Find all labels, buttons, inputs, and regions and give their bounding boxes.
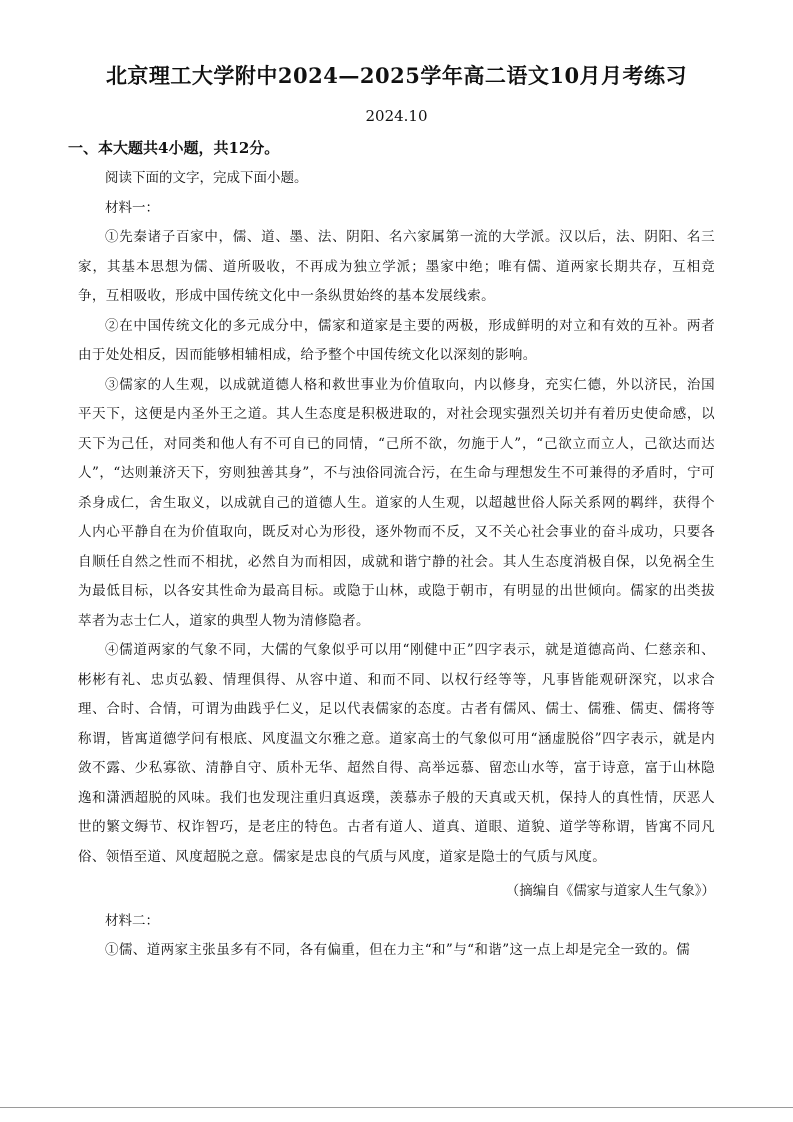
material-one-paragraph-1: ①先秦诸子百家中，儒、道、墨、法、阴阳、名六家属第一流的大学派。汉以后，法、阴阳、名三家，其基本思想为儒、道所吸收，不再成为独立学派；墨家中绝；唯有儒、道两家长期共存，互相竞争，互相吸收，形成中国传统文化中一条纵贯始终的基本发展线索。 xyxy=(78,229,715,304)
material-one-paragraph-2: ②在中国传统文化的多元成分中，儒家和道家是主要的两极，形成鲜明的对立和有效的互补。两者由于处处相反，因而能够相辅相成，给予整个中国传统文化以深刻的影响。 xyxy=(78,317,715,363)
reading-instruction: 阅读下面的文字，完成下面小题。 xyxy=(105,170,308,186)
material-one-paragraph-3: ③儒家的人生观，以成就道德人格和救世事业为价值取向，内以修身，充实仁德，外以济民，治国平天下，这便是内圣外王之道。其人生态度是积极进取的，对社会现实强烈关切并有着历史使命感，以天下为己任，对同类和他人有不可自已的同情，“己所不欲，勿施于人”，“己欲立而立人，己欲达而达人”，“达则兼济天下，穷则独善其身”，不与浊俗同流合污，在生命与理想发生不可兼得的矛盾时，宁可杀身成仁，舍生取义，以成就自己的道德人生。道家的人生观，以超越世俗人际关系网的羁绊，获得个人内心平静自在为价值取向，既反对心为形役，逐外物而不反，又不关心社会事业的奋斗成功，只要各自顺任自然之性而不相扰，必然自为而相因，成就和谐宁静的社会。其人生态度消极自保，以免祸全生为最低目标，以各安其性命为最高目标。或隐于山林，或隐于朝市，有明显的出世倾向。儒家的出类拔萃者为志士仁人，道家的典型人物为清修隐者。 xyxy=(78,376,715,629)
material-one-source: （摘编自《儒家与道家人生气象》） xyxy=(505,883,715,899)
material-two-paragraph-1: ①儒、道两家主张虽多有不同，各有偏重，但在力主“和”与“和谐”这一点上却是完全一致的。儒 xyxy=(105,942,691,958)
material-one-label: 材料一： xyxy=(105,200,159,216)
document-date: 2024.10 xyxy=(365,107,428,125)
section-heading: 一、本大题共4小题，共12分。 xyxy=(68,139,280,157)
material-one-paragraph-4: ④儒道两家的气象不同，大儒的气象似乎可以用“刚健中正”四字表示，就是道德高尚、仁慈亲和、彬彬有礼、忠贞弘毅、情理俱得、从容中道、和而不同、以权行经等等，凡事皆能观研深究，以求合理、合时、合情，可谓为曲践乎仁义，足以代表儒家的态度。古者有儒风、儒士、儒雅、儒吏、儒将等称谓，皆寓道德学问有根底、风度温文尔雅之意。道家高士的气象似可用“涵虚脱俗”四字表示，就是内敛不露、少私寡欲、清静自守、质朴无华、超然自得、高举远慕、留恋山水等，富于诗意，富于山林隐逸和潇洒超脱的风味。我们也发现注重归真返璞，羡慕赤子般的天真或天机，保持人的真性情，厌恶人世的繁文缛节、权诈智巧，是老庄的特色。古者有道人、道真、道眼、道貌、道学等称谓，皆寓不同凡俗、领悟至道、风度超脱之意。儒家是忠良的气质与风度，道家是隐士的气质与风度。 xyxy=(78,642,715,865)
material-two-label: 材料二： xyxy=(105,913,159,929)
page-bottom-divider xyxy=(0,1107,793,1108)
document-title: 北京理工大学附中2024—2025学年高二语文10月月考练习 xyxy=(105,63,688,88)
